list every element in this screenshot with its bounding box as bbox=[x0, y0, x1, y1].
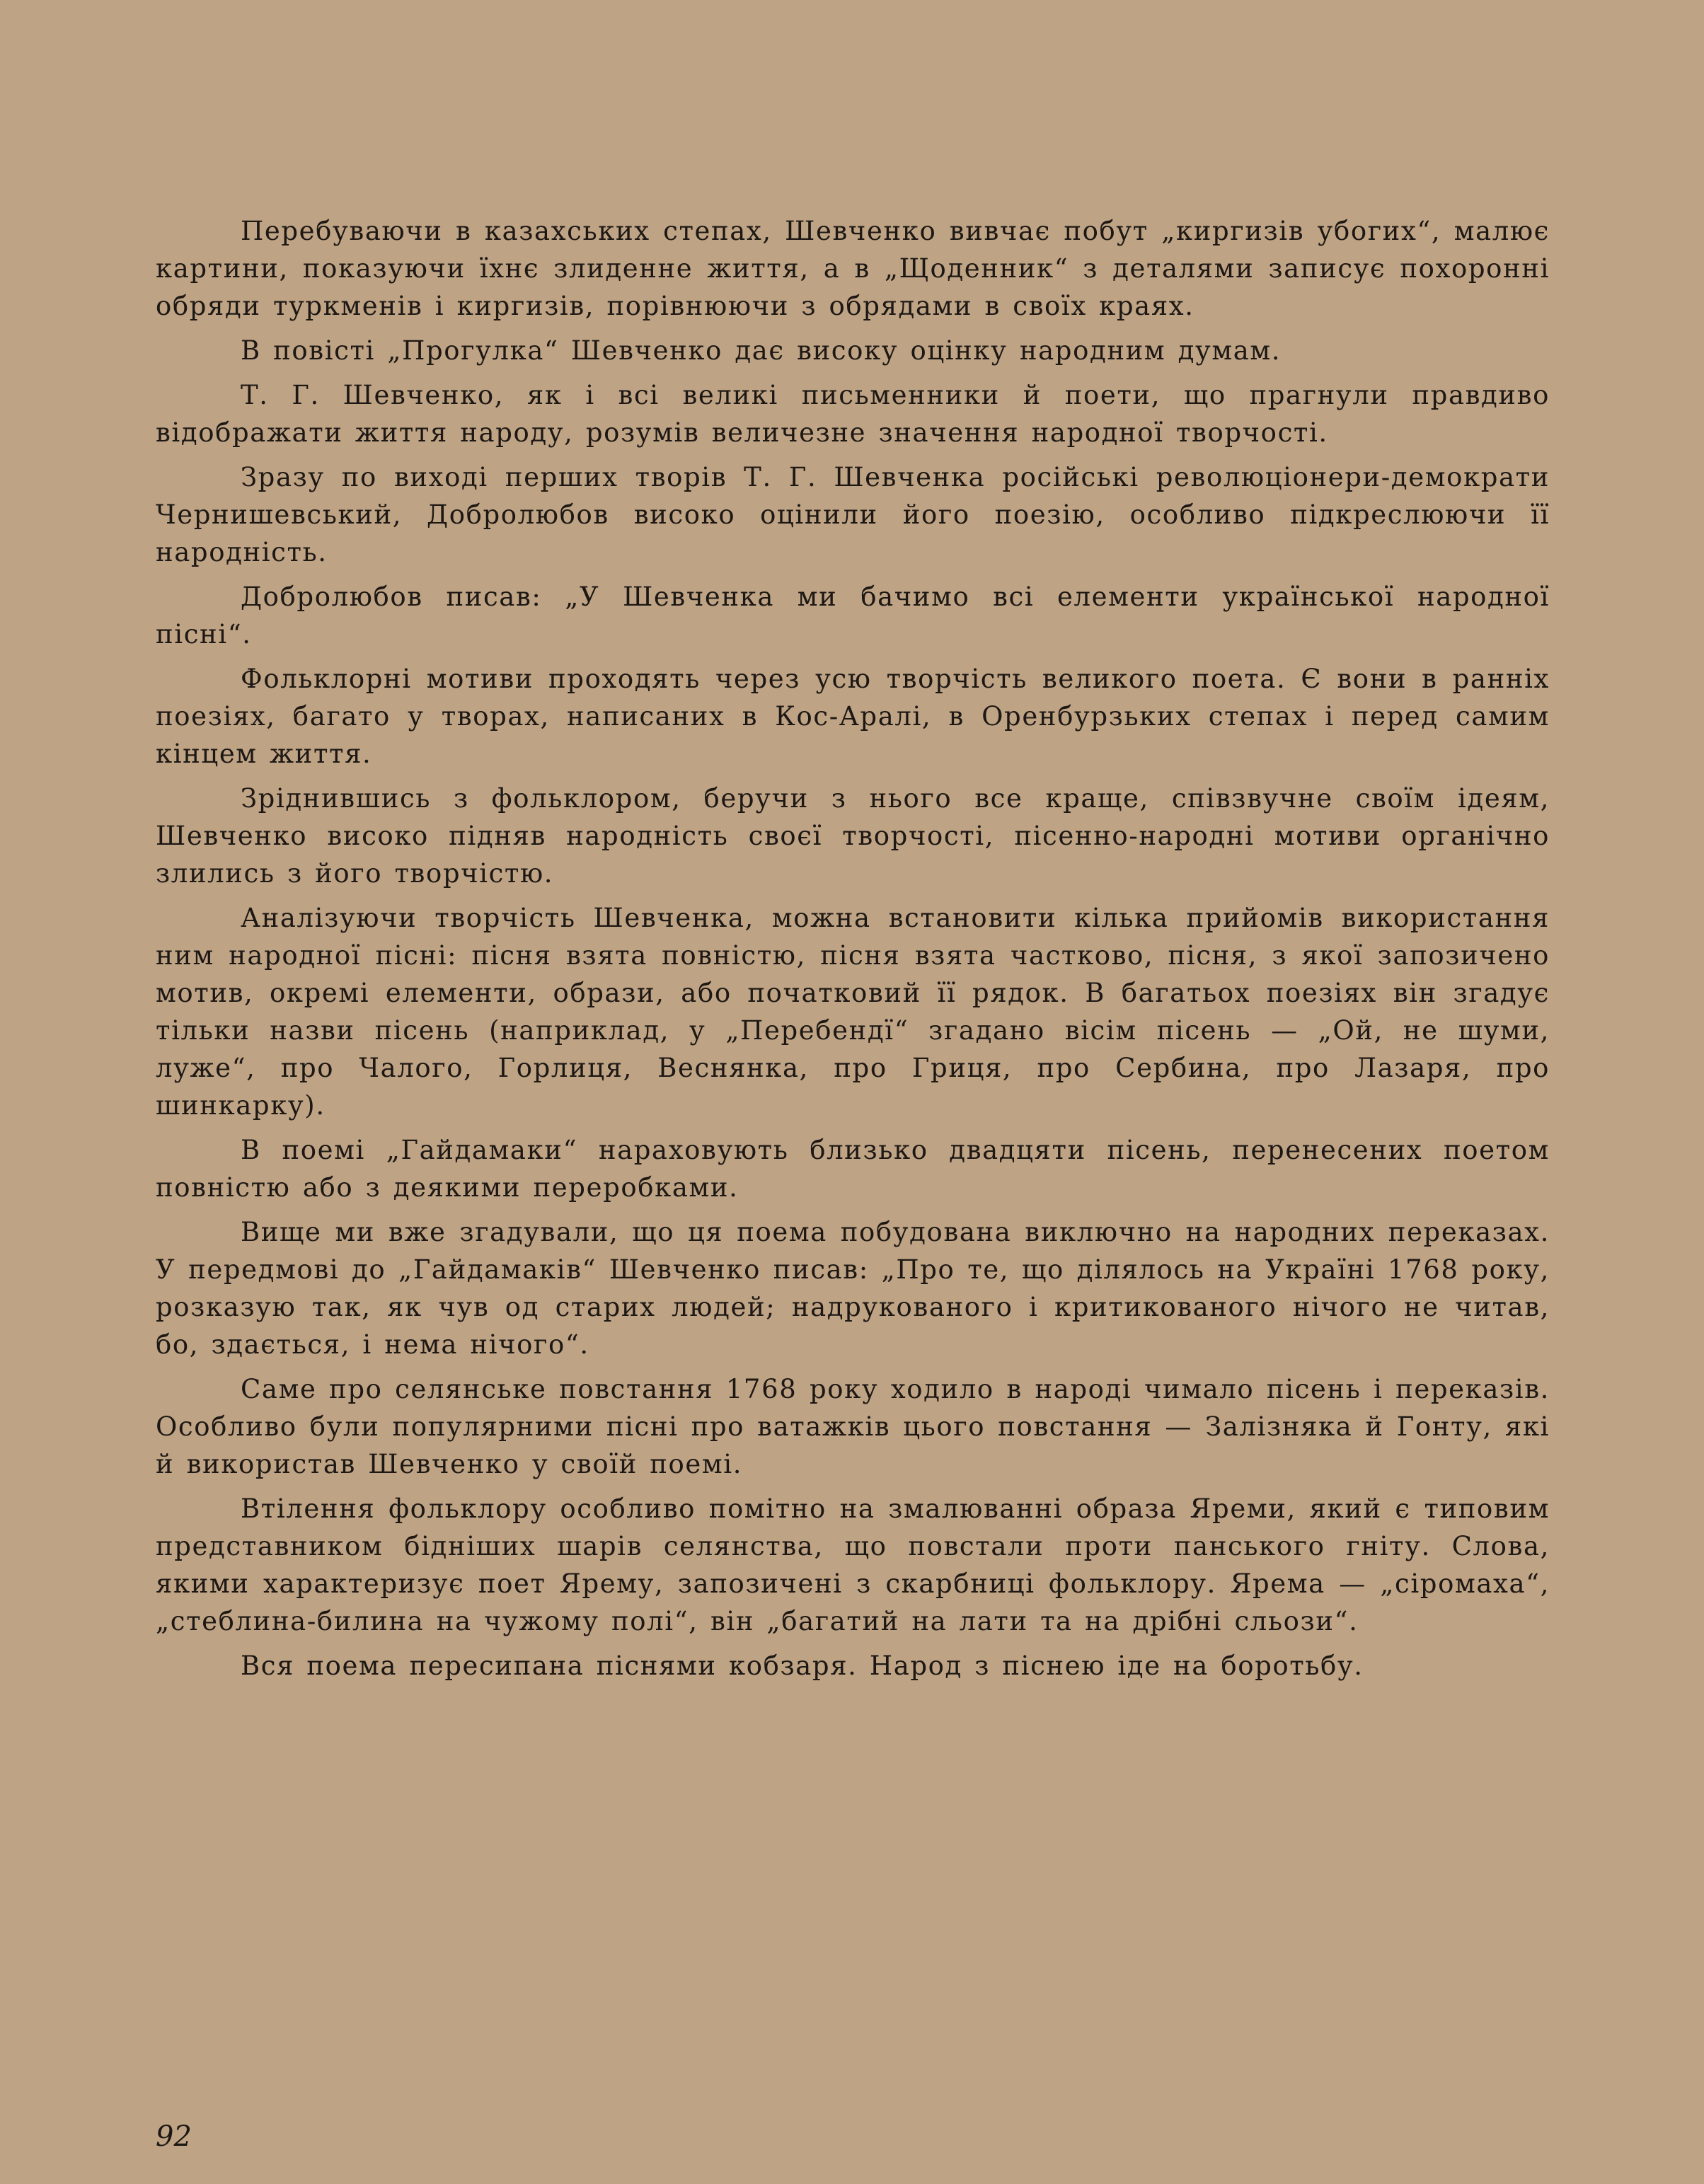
paragraph-1: Перебуваючи в казахських степах, Шевченко вивчає побут „киргизів убогих“, малює картини, показуючи їхнє злиденне життя, а в „Щоденник“ з деталями записує похоронні обряди туркменів і киргизів, порівнюючи з обрядами в своїх краях. bbox=[156, 216, 1550, 321]
paragraph-9: В поемі „Гайдамаки“ нараховують близько двадцяти пісень, перенесених поетом повністю або з деякими переробками. bbox=[156, 1135, 1550, 1203]
paragraph-11: Саме про селянське повстання 1768 року ходило в народі чимало пісень і переказів. Особливо були популярними пісні про ватажків цього повстання — Залізняка й Гонту, які й використав Шевченко у своїй поемі. bbox=[156, 1374, 1550, 1479]
paragraph-13: Вся поема пересипана піснями кобзаря. Народ з піснею іде на боротьбу. bbox=[241, 1651, 1364, 1681]
paragraph-5: Добролюбов писав: „У Шевченка ми бачимо всі елементи української народної пісні“. bbox=[156, 582, 1550, 649]
page-number: 92 bbox=[156, 2120, 192, 2153]
paragraph-10: Вище ми вже згадували, що ця поема побудована виключно на народних переказах. У передмові до „Гайдамаків“ Шевченко писав: „Про те, що ділялось на Україні 1768 року, розказую так, як чув од старих людей; надрукованого і критикованого нічого не читав, бо, здається, і нема нічого“. bbox=[156, 1217, 1550, 1360]
paragraph-4: Зразу по виході перших творів Т. Г. Шевченка російські революціонери-демократи Чернишевський, Добролюбов високо оцінили його поезію, особливо підкреслюючи її народність. bbox=[156, 462, 1550, 567]
paragraph-12: Втілення фольклору особливо помітно на змалюванні образа Яреми, який є типовим представником бідніших шарів селянства, що повстали проти панського гніту. Слова, якими характеризує поет Ярему, запозичені з скарбниці фольклору. Ярема — „сіромаха“, „стеблина-билина на чужому полі“, він „багатий на лати та на дрібні сльози“. bbox=[156, 1493, 1550, 1636]
paragraph-2: В повісті „Прогулка“ Шевченко дає високу оцінку народним думам. bbox=[241, 335, 1282, 366]
paragraph-8: Аналізуючи творчість Шевченка, можна встановити кілька прийомів використання ним народної пісні: пісня взята повністю, пісня взята частково, пісня, з якої запозичено мотив, окремі елементи, образи, або початковий її рядок. В багатьох поезіях він згадує тільки назви пісень (наприклад, у „Перебендї“ згадано вісім пісень — „Ой, не шуми, луже“, про Чалого, Горлиця, Веснянка, про Гриця, про Сербина, про Лазаря, про шинкарку). bbox=[156, 903, 1550, 1121]
paragraph-6: Фольклорні мотиви проходять через усю творчість великого поета. Є вони в ранніх поезіях, багато у творах, написаних в Кос-Аралі, в Оренбурзьких степах і перед самим кінцем життя. bbox=[156, 664, 1550, 769]
paragraph-3: Т. Г. Шевченко, як і всі великі письменники й поети, що прагнули правдиво відображати життя народу, розумів величезне значення народної творчості. bbox=[156, 380, 1550, 448]
paragraph-7: Зріднившись з фольклором, беручи з нього все краще, співзвучне своїм ідеям, Шевченко високо підняв народність своєї творчості, пісенно-народні мотиви органічно злились з його творчістю. bbox=[156, 783, 1550, 889]
page-text bbox=[156, 212, 1550, 1692]
